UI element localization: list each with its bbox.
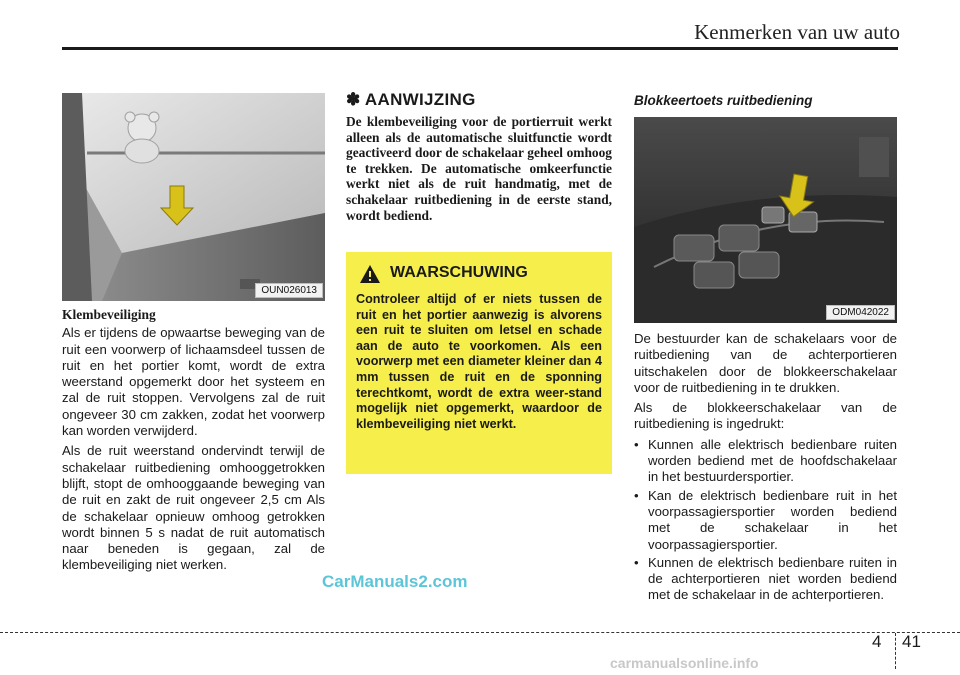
note-title: ✽ AANWIJZING — [346, 90, 476, 109]
paragraph: De bestuurder kan de schakelaars voor de ruitbediening van de achterportieren uitschakelen door de blokkeerschakelaar voor de ruitbediening in te drukken. — [634, 331, 897, 395]
warning-title: WAARSCHUWING — [390, 264, 528, 281]
page-header-title: Kenmerken van uw auto — [694, 20, 900, 44]
section-heading-lock: Blokkeertoets ruitbediening — [634, 93, 813, 108]
right-column-text — [634, 331, 897, 606]
warning-box — [346, 252, 612, 474]
list-item: • Kunnen alle elektrisch bedienbare ruiten worden bediend met de hoofdschakelaar in het bestuurdersportier. — [634, 437, 897, 486]
list-item: • Kan de elektrisch bedienbare ruit in het voorpassagiersportier worden bediend met de schakelaar in het voorpassagiersportier. — [634, 488, 897, 553]
chapter-number: 4 — [872, 632, 882, 651]
footer-rule — [0, 632, 960, 633]
image-code-right: ODM042022 — [826, 305, 895, 320]
switch-photo-illustration — [634, 117, 897, 323]
image-code-left: OUN026013 — [255, 283, 323, 298]
window-photo-illustration — [62, 93, 325, 301]
paragraph: Als de blokkeerschakelaar van de ruitbediening is ingedrukt: — [634, 400, 897, 432]
footer-watermark: carmanualsonline.info — [610, 655, 759, 671]
photo-window-pinch — [62, 93, 325, 301]
left-column-text — [62, 307, 325, 578]
footer-divider — [895, 633, 896, 669]
list-item: • Kunnen de elektrisch bedienbare ruiten in de achterportieren niet worden bediend met de schakelaar in de achterportieren. — [634, 555, 897, 604]
watermark-link[interactable]: CarManuals2.com — [322, 572, 468, 591]
note-body: De klembeveiliging voor de portierruit werkt alleen als de automatische sluitfunctie wordt geactiveerd door de schakelaar geheel omhoog te trekken. De automatische omkeerfunctie werkt niet als de ruit handmatig, met de schakelaar ruitbediening in de eerste stand, wordt bediend. — [346, 114, 612, 223]
warning-body: Controleer altijd of er niets tussen de ruit en het portier aanwezig is alvorens een ruit te sluiten om letsel en schade aan de auto te voorkomen. Als een voorwerp met een diameter kleiner dan 4 mm tussen de ruit en de sponning terechtkomt, wordt de extra weer-stand mogelijk niet opgemerkt, waardoor de klembeveiliging niet werkt. — [356, 292, 602, 431]
warning-triangle-icon — [359, 264, 381, 284]
header-rule — [62, 47, 898, 50]
paragraph: Als er tijdens de opwaartse beweging van de ruit een voorwerp of lichaamsdeel tussen de ruit en het portier komt, wordt de extra weerstand opgemerkt door het systeem en zal de ruit stoppen. Vervolgens zal de ruit ongeveer 30 cm zakken, zodat het voorwerp kan worden verwijderd. — [62, 325, 325, 439]
section-heading-pinch: Klembeveiliging — [62, 307, 156, 322]
bullet-list — [634, 437, 897, 604]
photo-window-lock-switch — [634, 117, 897, 323]
page-number: 41 — [902, 632, 921, 651]
paragraph: Als de ruit weerstand ondervindt terwijl de schakelaar ruitbediening omhooggetrokken blijft, stopt de omhooggaande beweging van de ruit en zakt de ruit ongeveer 2,5 cm Als de schakelaar opnieuw omhoog getrokken wordt binnen 5 s nadat de ruit automatisch naar beneden is gegaan, zal de klembeveiliging niet werken. — [62, 443, 325, 573]
